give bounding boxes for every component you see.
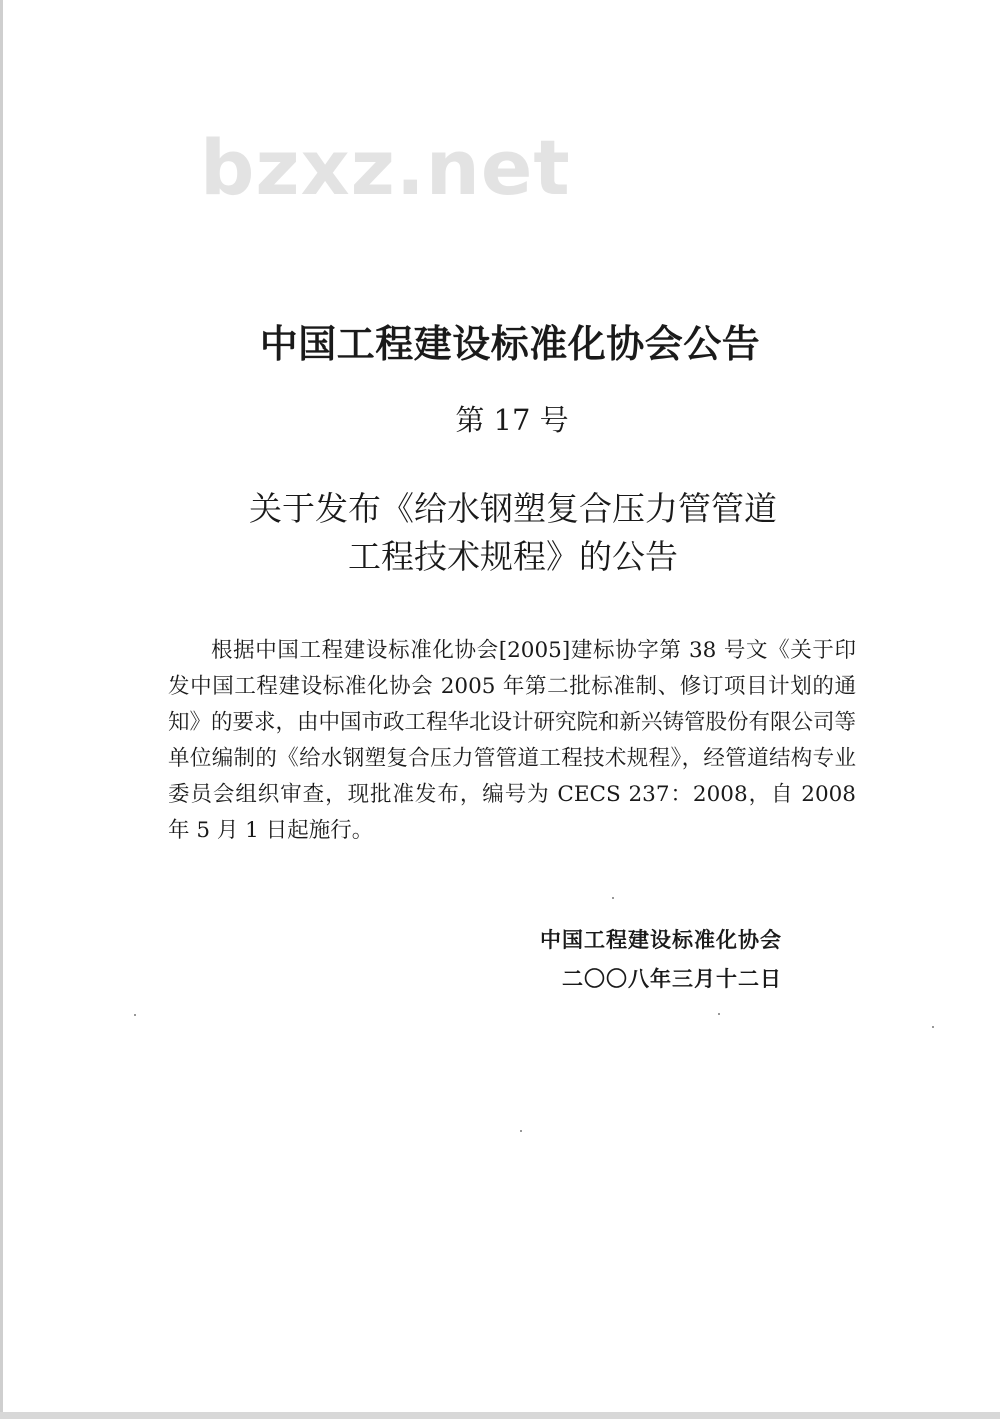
scan-speck <box>932 1026 934 1028</box>
announcement-body: 根据中国工程建设标准化协会[2005]建标协字第 38 号文《关于印发中国工程建设标准化协会 2005 年第二批标准制、修订项目计划的通知》的要求，由中国市政工程华北设计研究院和新兴铸管股份有限公司等单位编制的《给水钢塑复合压力管管道工程技术规程》，经管道结构专业委员会组织审查，现批准发布，编号为 CECS 237：2008，自 2008 年 5 月 1 日起施行。 <box>168 638 857 843</box>
signature-organization: 中国工程建设标准化协会 <box>540 928 782 952</box>
signature-date: 二〇〇八年三月十二日 <box>562 967 782 991</box>
page-left-edge <box>0 0 3 1419</box>
announcement-subtitle <box>0 485 1000 581</box>
page-bottom-edge <box>0 1412 1000 1419</box>
scan-speck <box>612 897 614 899</box>
announcement-number: 第 17 号 <box>455 403 569 437</box>
scan-speck <box>718 1013 720 1015</box>
subtitle-line-2: 工程技术规程》的公告 <box>348 537 678 576</box>
scan-speck <box>520 1130 522 1132</box>
announcement-title: 中国工程建设标准化协会公告 <box>259 322 761 366</box>
watermark: bzxz.net <box>200 123 571 212</box>
subtitle-line-1: 关于发布《给水钢塑复合压力管管道 <box>249 489 777 528</box>
scan-speck <box>134 1014 136 1016</box>
